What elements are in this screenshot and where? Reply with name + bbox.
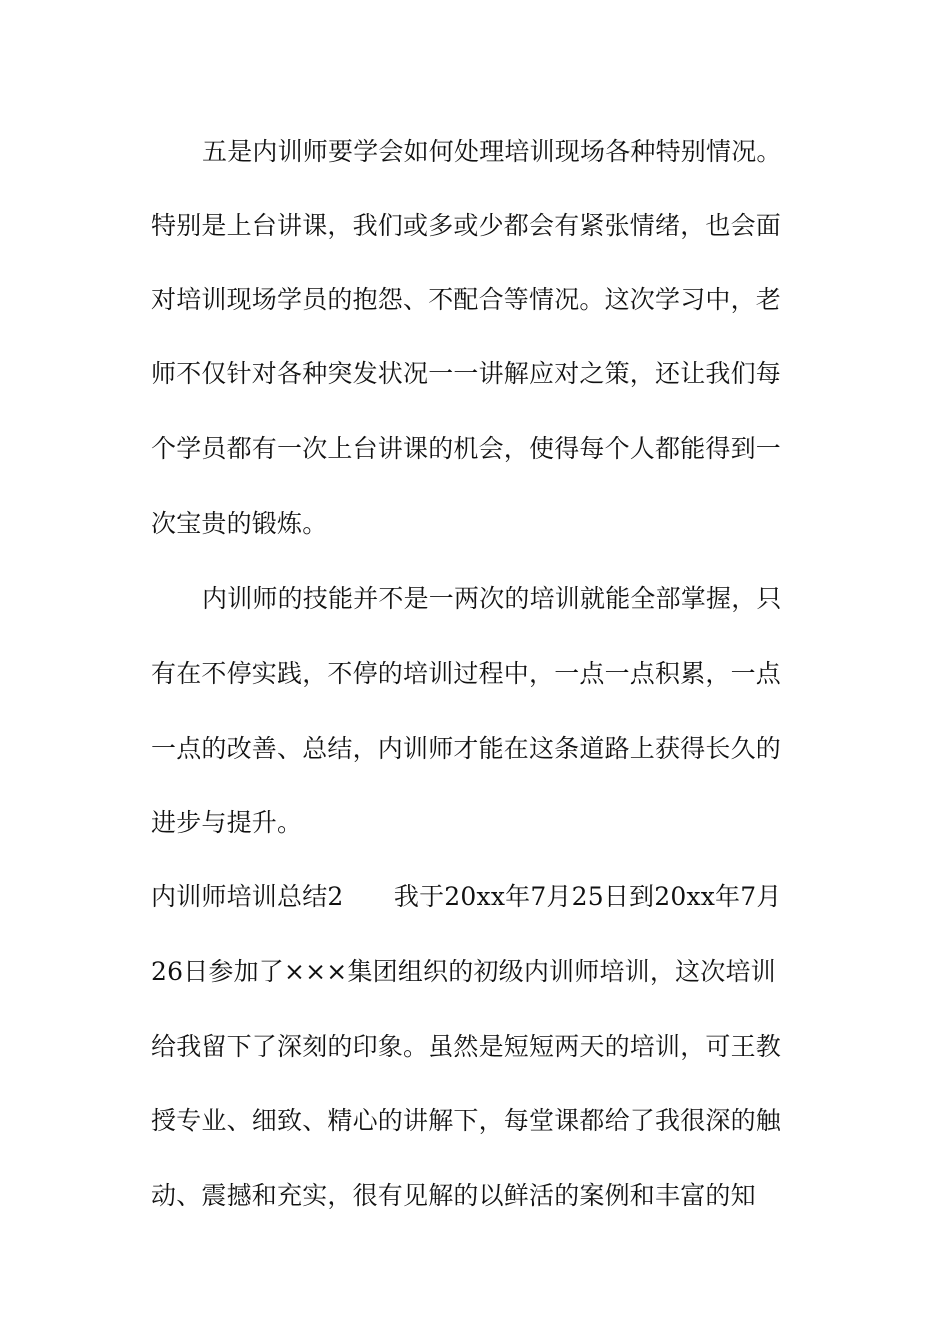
paragraph-line: 给我留下了深刻的印象。虽然是短短两天的培训，可王教 [151, 1032, 782, 1061]
paragraph-line: 对培训现场学员的抱怨、不配合等情况。这次学习中，老 [151, 285, 782, 314]
paragraph-line: 有在不停实践，不停的培训过程中，一点一点积累，一点 [151, 659, 782, 688]
paragraph-line: 次宝贵的锻炼。 [151, 509, 328, 538]
paragraph-line: 一点的改善、总结，内训师才能在这条道路上获得长久的 [151, 734, 782, 763]
paragraph-line: 内训师的技能并不是一两次的培训就能全部掌握，只 [202, 584, 782, 613]
paragraph-line: 特别是上台讲课，我们或多或少都会有紧张情绪，也会面 [151, 211, 782, 240]
paragraph-line: 授专业、细致、精心的讲解下，每堂课都给了我很深的触 [151, 1106, 782, 1135]
section-heading-line: 内训师培训总结2 我于20xx年7月25日到20xx年7月 [151, 882, 782, 911]
paragraph-line: 26日参加了×××集团组织的初级内训师培训，这次培训 [151, 957, 776, 986]
paragraph-line: 五是内训师要学会如何处理培训现场各种特别情况。 [202, 137, 782, 166]
paragraph-line: 师不仅针对各种突发状况一一讲解应对之策，还让我们每 [151, 359, 782, 388]
paragraph-line: 个学员都有一次上台讲课的机会，使得每个人都能得到一 [151, 434, 782, 463]
paragraph-line: 进步与提升。 [151, 808, 303, 837]
paragraph-line: 动、震撼和充实，很有见解的以鲜活的案例和丰富的知 [151, 1181, 756, 1210]
